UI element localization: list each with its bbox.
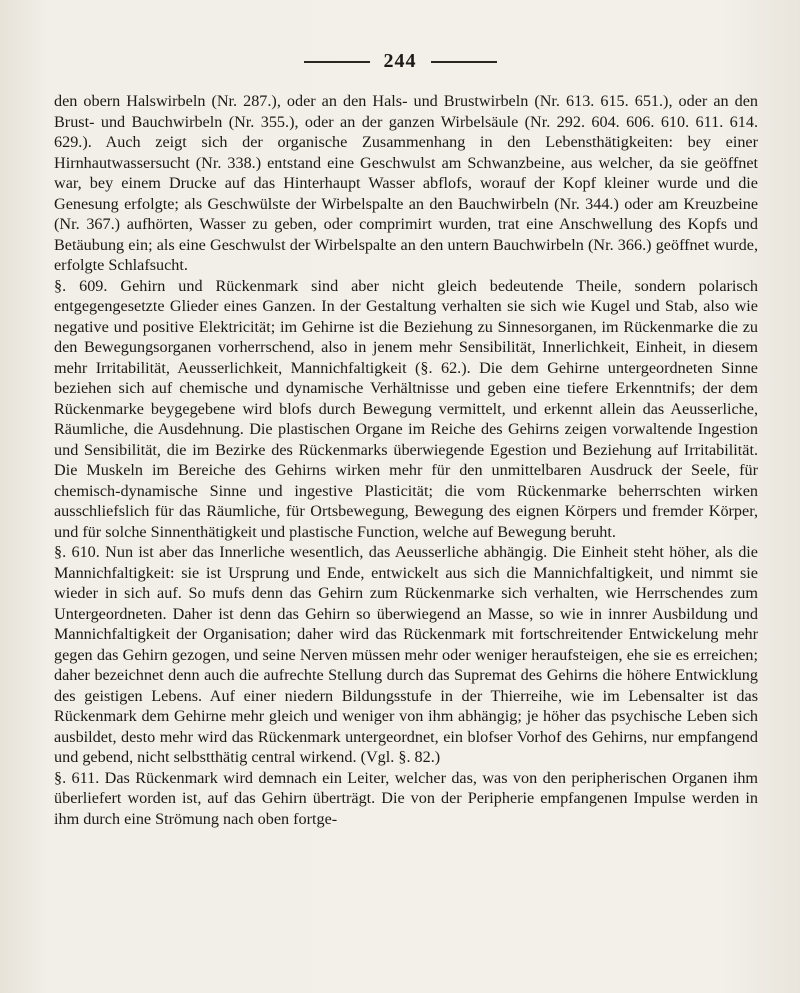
paragraph-section-610: §. 610. Nun ist aber das Innerliche wesentlich, das Aeusserliche abhängig. Die Einheit steht höher, als die Mannichfaltigkeit: sie ist Ursprung und Ende, entwickelt aus sich die Mannichfaltigkeit, und nimmt sie wieder in sich auf. So mufs denn das Gehirn zum Rückenmarke sich verhalten, wie Herrschendes zum Untergeordneten. Daher ist denn das Gehirn so überwiegend an Masse, so wie in innrer Ausbildung und Mannichfaltigkeit der Organisation; daher wird das Rückenmark mit fortschreitender Entwickelung mehr gegen das Gehirn gezogen, und seine Nerven müssen mehr oder weniger heraufsteigen, ehe sie es erreichen; daher bezeichnet denn auch die aufrechte Stellung durch das Supremat des Gehirns die höhere Entwicklung des geistigen Lebens. Auf einer niedern Bildungsstufe in der Thierreihe, wie im Lebensalter ist das Rückenmark dem Gehirne mehr gleich und weniger von ihm abhängig; je höher das psychische Leben sich ausbildet, desto mehr wird das Rückenmark untergeordnet, ein blofser Vorhof des Gehirns, nur empfangend und gebend, nicht selbstthätig central wirkend. (Vgl. §. 82.) [54,543,758,766]
paragraph-section-609: §. 609. Gehirn und Rückenmark sind aber nicht gleich bedeutende Theile, sondern polarisch entgegengesetzte Glieder eines Ganzen. In der Gestaltung verhalten sie sich wie Kugel und Stab, also wie negative und positive Elektricität; im Gehirne ist die Beziehung zu Sinnesorganen, im Rückenmarke die zu den Bewegungsorganen vorherrschend, also in jenem mehr Sensibilität, Innerlichkeit, Einheit, in diesem mehr Irritabilität, Aeusserlichkeit, Mannichfaltigkeit (§. 62.). Die dem Gehirne untergeordneten Sinne beziehen sich auf chemische und dynamische Verhältnisse und geben eine tiefere Erkenntnifs; der dem Rückenmarke beygegebene wird blofs durch Bewegung vermittelt, und erkennt allein das Aeusserliche, Räumliche, die Ausdehnung. Die plastischen Organe im Reiche des Gehirns zeigen vorwaltende Ingestion und Sensibilität, die im Bezirke des Rückenmarks überwiegende Egestion und Beziehung auf Irritabilität. Die Muskeln im Bereiche des Gehirns wirken mehr für den unmittelbaren Ausdruck der Seele, für chemisch-dynamische Sinne und ingestive Plasticität; die vom Rückenmarke beherrschten wirken ausschliefslich für das Räumliche, für Ortsbewegung, Bewegung des eignen Körpers und fremder Körper, und für solche Sinnenthätigkeit und plastische Function, welche auf Bewegung beruht. [54,276,758,541]
body-text [54,91,758,829]
paragraph-continuation: den obern Halswirbeln (Nr. 287.), oder an den Hals- und Brustwirbeln (Nr. 613. 615. 651.), oder an den Brust- und Bauchwirbeln (Nr. 355.), oder an der ganzen Wirbelsäule (Nr. 292. 604. 606. 610. 611. 614. 629.). Auch zeigt sich der organische Zusammenhang in den Lebensthätigkeiten: bey einer Hirnhautwassersucht (Nr. 338.) entstand eine Geschwulst am Schwanzbeine, aus welcher, da sie geöffnet war, bey einem Drucke auf das Hinterhaupt Wasser abflofs, worauf der Kopf kleiner wurde und die Genesung erfolgte; als Geschwülste der Wirbelspalte an den Bauchwirbeln (Nr. 344.) oder am Kreuzbeine (Nr. 367.) aufhörten, Wasser zu geben, oder comprimirt wurden, trat eine Anschwellung des Kopfs und Betäubung ein; als eine Geschwulst der Wirbelspalte an den untern Bauchwirbeln (Nr. 366.) geöffnet wurde, erfolgte Schlafsucht. [54,92,758,274]
page-header [0,50,800,73]
header-rule-left [304,61,370,63]
header-rule-right [431,61,497,63]
page-number: 244 [383,50,417,72]
paragraph-section-611: §. 611. Das Rückenmark wird demnach ein Leiter, welcher das, was von den peripherischen Organen ihm überliefert worden ist, auf das Gehirn überträgt. Die von der Peripherie empfangenen Impulse werden in ihm durch eine Strömung nach oben fortge- [54,768,758,828]
